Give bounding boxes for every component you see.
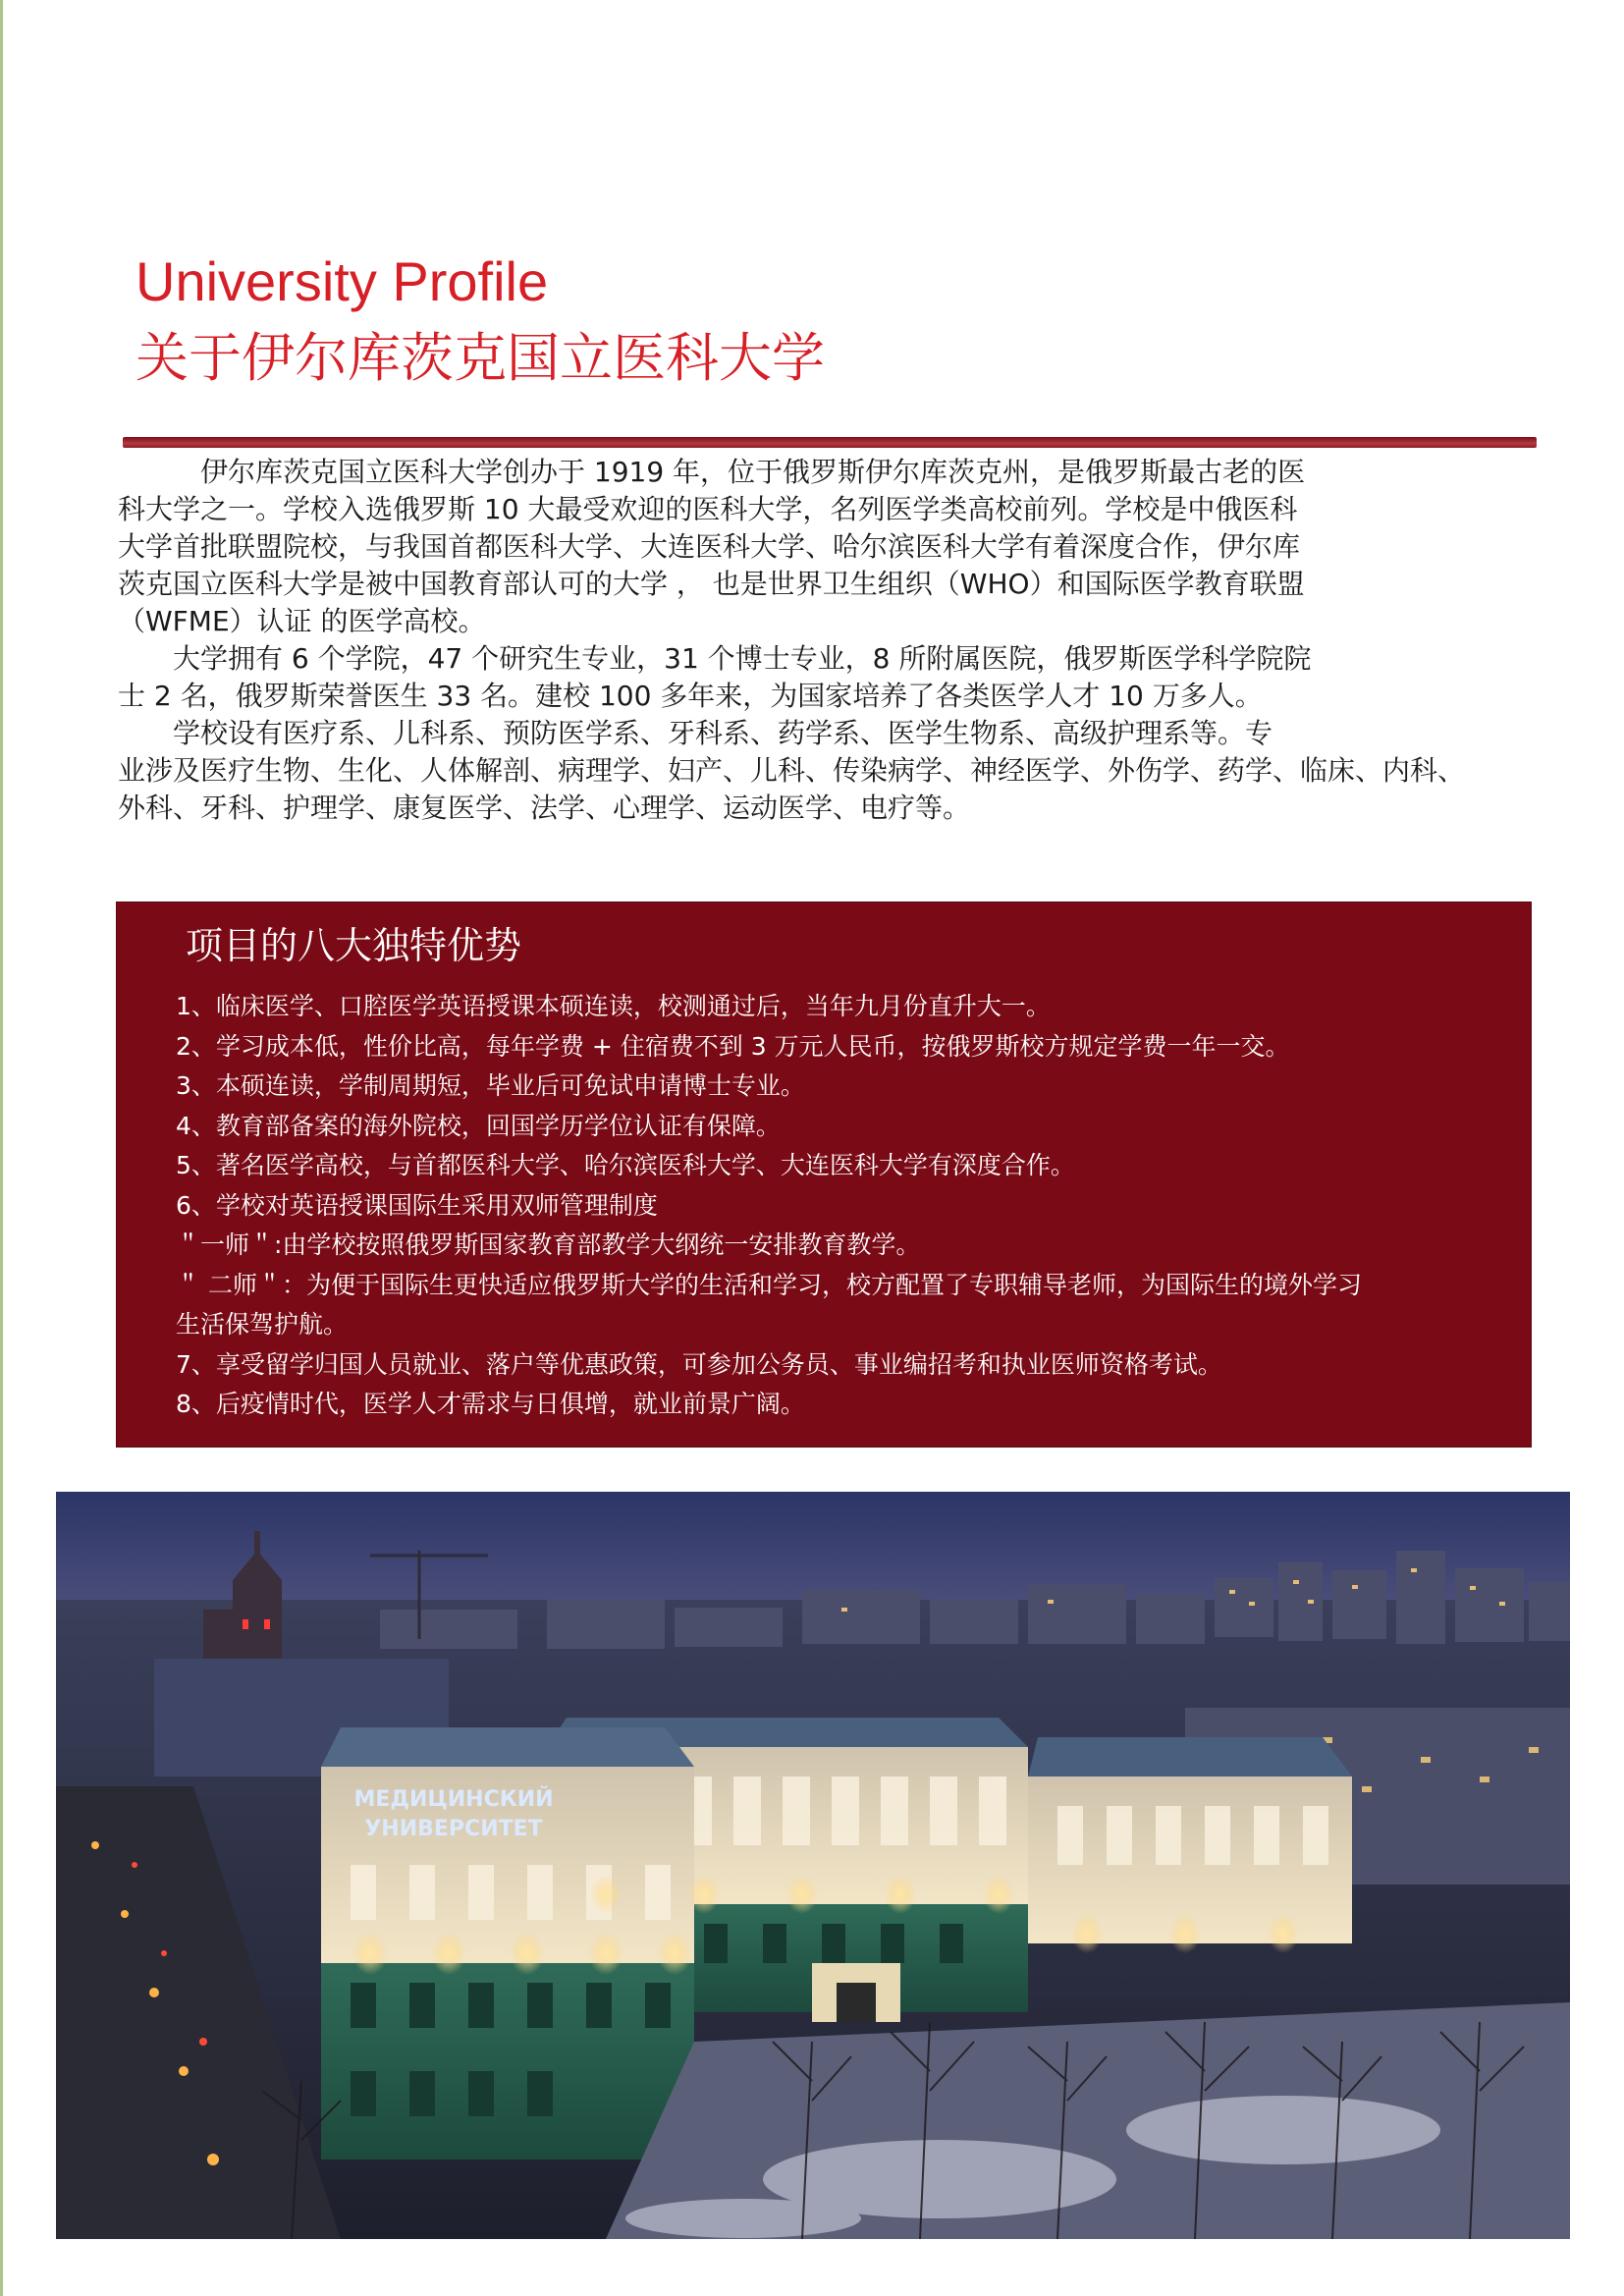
advantage-item: 6、学校对英语授课国际生采用双师管理制度 bbox=[176, 1190, 658, 1220]
intro-line: 大学拥有 6 个学院，47 个研究生专业，31 个博士专业，8 所附属医院，俄罗斯医学科学院院 bbox=[118, 642, 1312, 675]
campus-illustration bbox=[56, 1492, 1570, 2239]
building-sign-line1: МЕДИЦИНСКИЙ bbox=[353, 1787, 554, 1812]
advantage-item: 3、本硕连读，学制周期短，毕业后可免试申请博士专业。 bbox=[176, 1071, 805, 1100]
page-edge-line bbox=[0, 0, 3, 2296]
campus-photo bbox=[56, 1492, 1570, 2239]
intro-line: 茨克国立医科大学是被中国教育部认可的大学 ， 也是世界卫生组织（WHO）和国际医学教育联盟 bbox=[118, 568, 1305, 600]
advantage-item: ＂ 二师＂：为便于国际生更快适应俄罗斯大学的生活和学习，校方配置了专职辅导老师，为国际生的境外学习 bbox=[176, 1270, 1362, 1299]
advantage-item: 7、享受留学归国人员就业、落户等优惠政策，可参加公务员、事业编招考和执业医师资格考试。 bbox=[176, 1349, 1222, 1379]
advantage-item: 4、教育部备案的海外院校，回国学历学位认证有保障。 bbox=[176, 1111, 781, 1140]
advantage-item: 生活保驾护航。 bbox=[176, 1310, 349, 1339]
advantages-panel bbox=[116, 902, 1532, 1448]
page-title-chinese: 关于伊尔库茨克国立医科大学 bbox=[135, 327, 825, 389]
intro-line: 伊尔库茨克国立医科大学创办于 1919 年，位于俄罗斯伊尔库茨克州，是俄罗斯最古老的医 bbox=[118, 456, 1306, 488]
building-sign-line2: УНИВЕРСИТЕТ bbox=[364, 1817, 543, 1841]
intro-line: （WFME）认证 的医学高校。 bbox=[118, 605, 486, 637]
advantage-item: 5、著名医学高校，与首都医科大学、哈尔滨医科大学、大连医科大学有深度合作。 bbox=[176, 1151, 1075, 1179]
intro-line: 学校设有医疗系、儿科系、预防医学系、牙科系、药学系、医学生物系、高级护理系等。专 bbox=[118, 717, 1273, 749]
advantage-item: 8、后疫情时代，医学人才需求与日俱增，就业前景广阔。 bbox=[176, 1390, 805, 1418]
advantage-item: ＂一师＂:由学校按照俄罗斯国家教育部教学大纲统一安排教育教学。 bbox=[176, 1230, 921, 1259]
advantage-item: 1、临床医学、口腔医学英语授课本硕连读，校测通过后，当年九月份直升大一。 bbox=[176, 992, 1051, 1020]
advantage-item: 2、学习成本低，性价比高，每年学费 + 住宿费不到 3 万元人民币，按俄罗斯校方规定学费一年一交。 bbox=[176, 1031, 1290, 1061]
intro-line: 大学首批联盟院校，与我国首都医科大学、大连医科大学、哈尔滨医科大学有着深度合作，伊尔库 bbox=[118, 530, 1301, 563]
intro-text bbox=[118, 454, 1537, 827]
title-divider bbox=[123, 437, 1537, 448]
intro-line: 业涉及医疗生物、生化、人体解剖、病理学、妇产、儿科、传染病学、神经医学、外伤学、药学、临床、内科、 bbox=[118, 754, 1466, 787]
intro-line: 士 2 名，俄罗斯荣誉医生 33 名。建校 100 多年来，为国家培养了各类医学人才 10 万多人。 bbox=[118, 680, 1263, 712]
page-title-english: University Profile bbox=[135, 250, 549, 312]
intro-line: 科大学之一。学校入选俄罗斯 10 大最受欢迎的医科大学，名列医学类高校前列。学校是中俄医科 bbox=[118, 493, 1298, 525]
advantages-title: 项目的八大独特优势 bbox=[186, 924, 522, 967]
advantages-list bbox=[176, 987, 1511, 1425]
intro-line: 外科、牙科、护理学、康复医学、法学、心理学、运动医学、电疗等。 bbox=[118, 792, 971, 824]
